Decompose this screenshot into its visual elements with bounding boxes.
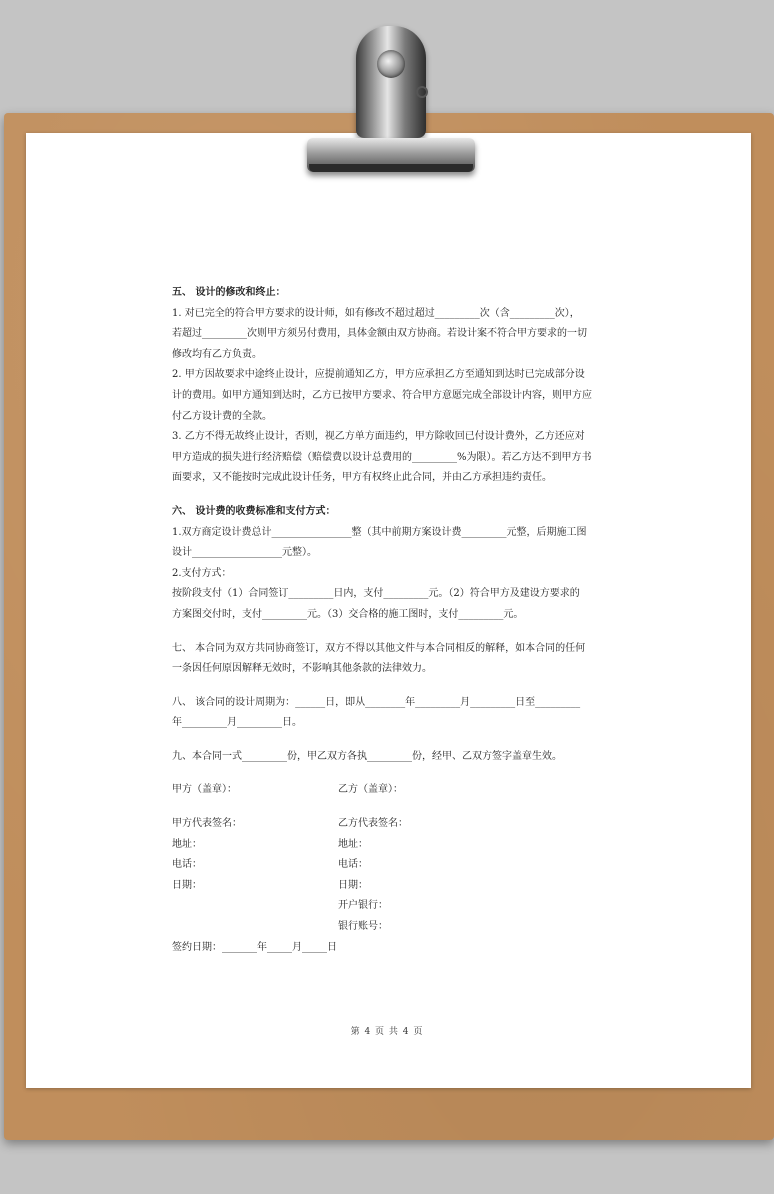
binder-clip-icon bbox=[356, 26, 426, 138]
clip-base-edge bbox=[309, 164, 473, 172]
party-b-date: 日期： bbox=[338, 879, 368, 891]
party-a-date: 日期： bbox=[172, 879, 202, 891]
clause-7-line: 七、 本合同为双方共同协商签订，双方不得以其他文件与本合同相反的解释，如本合同的任何 bbox=[172, 642, 586, 654]
party-b-bank: 开户银行： bbox=[338, 900, 388, 912]
party-b-rep: 乙方代表签名： bbox=[338, 818, 408, 830]
party-a-phone: 电话： bbox=[172, 859, 202, 871]
clause-8-line: 八、 该合同的设计周期为：______日，即从________年_________月_________日至_________ bbox=[172, 696, 581, 708]
clause-7-line: 一条因任何原因解释无效时，不影响其他条款的法律效力。 bbox=[172, 663, 432, 675]
rep-row bbox=[172, 814, 602, 835]
paragraph-line: 1. 对已完全的符合甲方要求的设计师，如有修改不超过超过_________次（含_________次）， bbox=[172, 307, 580, 319]
page-number: 第 4 页 共 4 页 bbox=[350, 1027, 424, 1037]
party-b-address: 地址： bbox=[338, 838, 368, 850]
clause-8-line: 年_________月_________日。 bbox=[172, 717, 302, 729]
phone-row bbox=[172, 855, 602, 876]
paragraph-line: 按阶段支付（1）合同签订_________日内，支付_________元。（2）符合甲方及建设方要求的 bbox=[172, 588, 580, 600]
section-heading: 六、 设计费的收费标准和支付方式： bbox=[172, 505, 336, 517]
paragraph-line: 设计__________________元整）。 bbox=[172, 547, 317, 559]
paragraph-line: 1.双方商定设计费总计________________整（其中前期方案设计费_________元整，后期施工图 bbox=[172, 526, 587, 538]
clip-ring bbox=[416, 86, 428, 98]
party-a-rep: 甲方代表签名： bbox=[172, 818, 242, 830]
party-b-phone: 电话： bbox=[338, 859, 368, 871]
date-row bbox=[172, 876, 602, 897]
paragraph-line: 2. 甲方因故要求中途终止设计，应提前通知乙方，甲方应承担乙方至通知到达时已完成部分设 bbox=[172, 369, 585, 381]
party-a-seal: 甲方（盖章）： bbox=[172, 784, 237, 796]
account-row bbox=[172, 917, 602, 938]
paragraph-line: 修改均有乙方负责。 bbox=[172, 348, 262, 360]
paragraph-line: 2.支付方式： bbox=[172, 567, 232, 579]
paragraph-line: 若超过_________次则甲方须另付费用，具体金额由双方协商。若设计案不符合甲方要求的一切 bbox=[172, 328, 587, 340]
clause-9-line: 九、本合同一式_________份，甲乙双方各执_________份，经甲、乙双方签字盖章生效。 bbox=[172, 750, 562, 762]
party-b-seal: 乙方（盖章）： bbox=[338, 784, 403, 796]
seal-row bbox=[172, 780, 602, 801]
paragraph-line: 付乙方设计费的全款。 bbox=[172, 410, 272, 422]
paragraph-line: 面要求，又不能按时完成此设计任务，甲方有权终止此合同，并由乙方承担违约责任。 bbox=[172, 472, 552, 484]
address-row bbox=[172, 835, 602, 856]
paragraph-line: 计的费用。如甲方通知到达时，乙方已按甲方要求、符合甲方意愿完成全部设计内容，则甲方应 bbox=[172, 389, 592, 401]
paragraph-line: 3. 乙方不得无故终止设计，否则，视乙方单方面违约，甲方除收回已付设计费外，乙方还应对 bbox=[172, 431, 585, 443]
party-a-address: 地址： bbox=[172, 838, 202, 850]
clip-hole bbox=[377, 50, 405, 78]
section-heading: 五、 设计的修改和终止： bbox=[172, 287, 286, 298]
contract-text bbox=[172, 283, 602, 958]
party-b-account: 银行账号： bbox=[338, 921, 388, 933]
sign-date: 签约日期：_______年_____月_____日 bbox=[172, 941, 337, 953]
bank-row bbox=[172, 896, 602, 917]
paragraph-line: 甲方造成的损失进行经济赔偿（赔偿费以设计总费用的_________%为限）。若乙方达不到甲方书 bbox=[172, 451, 592, 463]
paragraph-line: 方案图交付时，支付_________元。（3）交合格的施工图时，支付_________元。 bbox=[172, 608, 524, 620]
